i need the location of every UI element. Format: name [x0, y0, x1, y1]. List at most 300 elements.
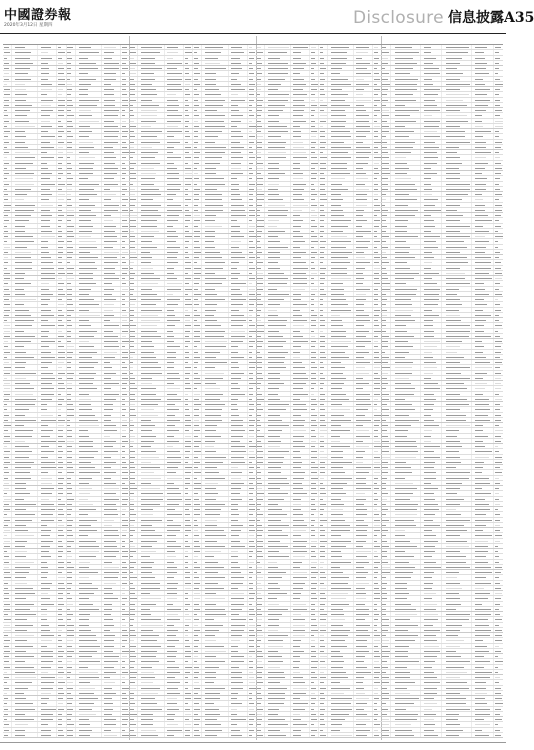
illegible-text-placeholder	[4, 163, 9, 164]
table-cell	[248, 686, 256, 690]
table-cell	[229, 98, 248, 102]
table-cell	[57, 455, 66, 459]
table-cell	[12, 602, 38, 606]
table-cell	[202, 255, 228, 259]
table-cell	[38, 260, 57, 264]
table-cell	[310, 192, 319, 196]
illegible-text-placeholder	[15, 147, 28, 148]
illegible-text-placeholder	[249, 441, 252, 442]
table-cell	[319, 108, 328, 112]
illegible-text-placeholder	[79, 357, 92, 358]
illegible-text-placeholder	[130, 619, 134, 620]
illegible-text-placeholder	[130, 703, 135, 704]
illegible-text-placeholder	[104, 68, 119, 69]
table-cell	[310, 61, 319, 65]
table-cell	[319, 192, 328, 196]
table-cell	[165, 119, 184, 123]
illegible-text-placeholder	[122, 688, 129, 689]
illegible-text-placeholder	[194, 84, 200, 85]
illegible-text-placeholder	[194, 210, 198, 211]
illegible-text-placeholder	[79, 394, 89, 395]
table-cell	[12, 497, 38, 501]
table-cell	[57, 323, 66, 327]
table-cell	[38, 491, 57, 495]
illegible-text-placeholder	[15, 262, 32, 263]
table-cell	[319, 124, 328, 128]
table-cell	[3, 166, 12, 170]
table-cell	[121, 654, 129, 658]
table-cell	[229, 134, 248, 138]
illegible-text-placeholder	[15, 562, 34, 563]
table-cell	[248, 108, 256, 112]
illegible-text-placeholder	[4, 278, 10, 279]
illegible-text-placeholder	[122, 472, 128, 473]
table-cell	[193, 518, 202, 522]
illegible-text-placeholder	[249, 604, 253, 605]
table-cell	[193, 87, 202, 91]
table-cell	[57, 182, 66, 186]
table-cell	[67, 397, 76, 401]
table-cell	[12, 502, 38, 506]
header-rule	[0, 33, 506, 34]
table-cell	[76, 266, 102, 270]
illegible-text-placeholder	[205, 436, 221, 437]
illegible-text-placeholder	[320, 63, 324, 64]
illegible-text-placeholder	[141, 110, 157, 111]
table-cell	[373, 176, 381, 180]
table-cell	[138, 129, 164, 133]
illegible-text-placeholder	[194, 310, 197, 311]
table-cell	[165, 171, 184, 175]
illegible-text-placeholder	[104, 73, 115, 74]
illegible-text-placeholder	[41, 367, 48, 368]
table-cell	[138, 439, 164, 443]
table-cell	[57, 486, 66, 490]
table-cell	[165, 628, 184, 632]
illegible-text-placeholder	[185, 58, 188, 59]
table-cell	[373, 155, 381, 159]
table-cell	[76, 707, 102, 711]
illegible-text-placeholder	[194, 220, 200, 221]
table-cell	[229, 218, 248, 222]
table-cell	[202, 266, 228, 270]
table-cell	[165, 528, 184, 532]
illegible-text-placeholder	[15, 73, 28, 74]
illegible-text-placeholder	[185, 415, 190, 416]
illegible-text-placeholder	[231, 268, 238, 269]
illegible-text-placeholder	[4, 425, 11, 426]
table-cell	[165, 722, 184, 726]
illegible-text-placeholder	[249, 115, 254, 116]
illegible-text-placeholder	[79, 367, 94, 368]
illegible-text-placeholder	[268, 84, 281, 85]
illegible-text-placeholder	[4, 252, 8, 253]
illegible-text-placeholder	[374, 157, 381, 158]
table-cell	[38, 208, 57, 212]
illegible-text-placeholder	[15, 231, 25, 232]
table-cell	[3, 386, 12, 390]
illegible-text-placeholder	[58, 598, 63, 599]
table-cell	[129, 612, 138, 616]
illegible-text-placeholder	[104, 488, 119, 489]
table-cell	[184, 507, 193, 511]
illegible-text-placeholder	[67, 551, 70, 552]
illegible-text-placeholder	[122, 630, 127, 631]
table-cell	[76, 313, 102, 317]
table-cell	[354, 182, 373, 186]
illegible-text-placeholder	[249, 525, 255, 526]
table-cell	[38, 234, 57, 238]
illegible-text-placeholder	[194, 730, 199, 731]
illegible-text-placeholder	[249, 478, 255, 479]
table-cell	[12, 444, 38, 448]
table-cell	[229, 82, 248, 86]
illegible-text-placeholder	[79, 247, 97, 248]
table-cell	[229, 334, 248, 338]
illegible-text-placeholder	[122, 273, 127, 274]
illegible-text-placeholder	[79, 331, 97, 332]
table-cell	[57, 701, 66, 705]
illegible-text-placeholder	[130, 220, 136, 221]
illegible-text-placeholder	[130, 58, 134, 59]
illegible-text-placeholder	[249, 79, 253, 80]
illegible-text-placeholder	[231, 530, 241, 531]
illegible-text-placeholder	[185, 115, 190, 116]
illegible-text-placeholder	[194, 294, 201, 295]
table-cell	[373, 103, 381, 107]
table-cell	[12, 591, 38, 595]
illegible-text-placeholder	[231, 194, 240, 195]
illegible-text-placeholder	[167, 373, 179, 374]
illegible-text-placeholder	[79, 73, 88, 74]
table-cell	[229, 176, 248, 180]
table-cell	[229, 77, 248, 81]
illegible-text-placeholder	[167, 367, 174, 368]
table-cell	[76, 187, 102, 191]
illegible-text-placeholder	[15, 115, 27, 116]
illegible-text-placeholder	[320, 136, 325, 137]
illegible-text-placeholder	[257, 184, 263, 185]
illegible-text-placeholder	[249, 215, 255, 216]
table-cell	[248, 45, 256, 49]
table-cell	[202, 486, 228, 490]
table-cell	[76, 449, 102, 453]
table-cell	[265, 187, 291, 191]
illegible-text-placeholder	[122, 394, 127, 395]
illegible-text-placeholder	[58, 488, 63, 489]
table-cell	[129, 182, 138, 186]
illegible-text-placeholder	[4, 530, 11, 531]
illegible-text-placeholder	[15, 404, 35, 405]
illegible-text-placeholder	[268, 110, 283, 111]
illegible-text-placeholder	[231, 682, 243, 683]
table-cell	[373, 61, 381, 65]
illegible-text-placeholder	[194, 577, 199, 578]
table-cell	[184, 271, 193, 275]
table-cell	[3, 518, 12, 522]
illegible-text-placeholder	[185, 68, 190, 69]
table-cell	[3, 155, 12, 159]
table-cell	[354, 82, 373, 86]
table-cell	[12, 376, 38, 380]
table-cell	[67, 171, 76, 175]
illegible-text-placeholder	[205, 294, 216, 295]
table-cell	[328, 50, 354, 54]
illegible-text-placeholder	[331, 184, 342, 185]
table-cell	[12, 145, 38, 149]
table-cell	[76, 329, 102, 333]
table-cell	[202, 686, 228, 690]
table-cell	[184, 313, 193, 317]
illegible-text-placeholder	[205, 357, 216, 358]
table-cell	[67, 449, 76, 453]
illegible-text-placeholder	[356, 184, 365, 185]
table-cell	[121, 140, 129, 144]
table-cell	[165, 607, 184, 611]
illegible-text-placeholder	[249, 268, 255, 269]
table-cell	[38, 266, 57, 270]
table-cell	[291, 155, 310, 159]
table-cell	[67, 71, 76, 75]
illegible-text-placeholder	[167, 399, 181, 400]
table-cell	[229, 281, 248, 285]
illegible-text-placeholder	[311, 163, 318, 164]
illegible-text-placeholder	[15, 588, 33, 589]
table-cell	[229, 717, 248, 721]
illegible-text-placeholder	[231, 388, 240, 389]
illegible-text-placeholder	[231, 257, 245, 258]
illegible-text-placeholder	[194, 598, 200, 599]
table-cell	[38, 617, 57, 621]
table-cell	[12, 712, 38, 716]
table-cell	[76, 276, 102, 280]
illegible-text-placeholder	[185, 73, 190, 74]
table-cell	[138, 581, 164, 585]
illegible-text-placeholder	[130, 257, 137, 258]
illegible-text-placeholder	[122, 205, 126, 206]
table-cell	[102, 728, 121, 732]
table-cell	[129, 586, 138, 590]
table-cell	[76, 402, 102, 406]
illegible-text-placeholder	[231, 336, 245, 337]
illegible-text-placeholder	[4, 451, 10, 452]
illegible-text-placeholder	[79, 304, 100, 305]
illegible-text-placeholder	[249, 278, 255, 279]
illegible-text-placeholder	[15, 593, 34, 594]
table-cell	[3, 533, 12, 537]
illegible-text-placeholder	[194, 719, 200, 720]
table-cell	[38, 691, 57, 695]
table-cell	[229, 318, 248, 322]
illegible-text-placeholder	[122, 577, 128, 578]
table-cell	[310, 66, 319, 70]
table-cell	[138, 586, 164, 590]
table-cell	[102, 507, 121, 511]
illegible-text-placeholder	[4, 677, 9, 678]
illegible-text-placeholder	[231, 126, 238, 127]
table-cell	[38, 533, 57, 537]
illegible-text-placeholder	[249, 457, 255, 458]
illegible-text-placeholder	[194, 446, 199, 447]
table-cell	[102, 266, 121, 270]
table-cell	[265, 150, 291, 154]
table-cell	[256, 66, 265, 70]
illegible-text-placeholder	[185, 304, 192, 305]
illegible-text-placeholder	[311, 147, 315, 148]
illegible-text-placeholder	[194, 299, 198, 300]
table-cell	[202, 224, 228, 228]
illegible-text-placeholder	[130, 52, 136, 53]
illegible-text-placeholder	[249, 152, 253, 153]
illegible-text-placeholder	[268, 178, 279, 179]
illegible-text-placeholder	[194, 436, 198, 437]
table-cell	[138, 150, 164, 154]
illegible-text-placeholder	[293, 110, 303, 111]
table-cell	[229, 381, 248, 385]
illegible-text-placeholder	[205, 640, 216, 641]
table-cell	[76, 481, 102, 485]
table-cell	[76, 486, 102, 490]
illegible-text-placeholder	[185, 178, 192, 179]
table-cell	[165, 176, 184, 180]
table-cell	[202, 119, 228, 123]
illegible-text-placeholder	[104, 546, 117, 547]
illegible-text-placeholder	[104, 199, 110, 200]
illegible-text-placeholder	[249, 346, 253, 347]
illegible-text-placeholder	[15, 441, 25, 442]
table-cell	[310, 140, 319, 144]
illegible-text-placeholder	[41, 572, 49, 573]
table-cell	[121, 66, 129, 70]
table-cell	[121, 507, 129, 511]
table-cell	[12, 266, 38, 270]
table-cell	[57, 187, 66, 191]
illegible-text-placeholder	[141, 415, 158, 416]
illegible-text-placeholder	[185, 677, 189, 678]
illegible-text-placeholder	[41, 625, 50, 626]
illegible-text-placeholder	[122, 556, 128, 557]
table-cell	[193, 612, 202, 616]
illegible-text-placeholder	[194, 425, 199, 426]
table-cell	[67, 182, 76, 186]
table-cell	[3, 182, 12, 186]
illegible-text-placeholder	[231, 446, 245, 447]
table-cell	[229, 434, 248, 438]
illegible-text-placeholder	[79, 698, 98, 699]
illegible-text-placeholder	[4, 205, 11, 206]
illegible-text-placeholder	[249, 373, 254, 374]
illegible-text-placeholder	[15, 320, 33, 321]
table-cell	[354, 92, 373, 96]
table-cell	[57, 92, 66, 96]
illegible-text-placeholder	[268, 94, 289, 95]
illegible-text-placeholder	[141, 199, 153, 200]
illegible-text-placeholder	[4, 719, 7, 720]
illegible-text-placeholder	[58, 89, 62, 90]
illegible-text-placeholder	[130, 289, 134, 290]
illegible-text-placeholder	[231, 199, 242, 200]
illegible-text-placeholder	[15, 415, 25, 416]
illegible-text-placeholder	[4, 331, 10, 332]
table-cell	[165, 670, 184, 674]
table-cell	[129, 434, 138, 438]
illegible-text-placeholder	[141, 142, 160, 143]
table-cell	[229, 329, 248, 333]
illegible-text-placeholder	[167, 215, 179, 216]
illegible-text-placeholder	[205, 462, 223, 463]
table-cell	[57, 623, 66, 627]
table-cell	[102, 281, 121, 285]
table-cell	[38, 197, 57, 201]
illegible-text-placeholder	[67, 341, 70, 342]
illegible-text-placeholder	[58, 499, 61, 500]
table-cell	[202, 323, 228, 327]
illegible-text-placeholder	[231, 325, 243, 326]
table-cell	[67, 260, 76, 264]
table-cell	[319, 155, 328, 159]
illegible-text-placeholder	[231, 79, 237, 80]
table-cell	[202, 434, 228, 438]
table-cell	[165, 260, 184, 264]
table-cell	[102, 434, 121, 438]
table-cell	[138, 208, 164, 212]
table-cell	[12, 271, 38, 275]
table-cell	[129, 344, 138, 348]
table-cell	[3, 245, 12, 249]
illegible-text-placeholder	[249, 357, 252, 358]
illegible-text-placeholder	[41, 136, 56, 137]
illegible-text-placeholder	[58, 325, 64, 326]
table-cell	[3, 203, 12, 207]
illegible-text-placeholder	[231, 168, 241, 169]
table-cell	[138, 313, 164, 317]
table-cell	[129, 103, 138, 107]
table-cell	[3, 77, 12, 81]
table-cell	[3, 66, 12, 70]
table-cell	[38, 276, 57, 280]
illegible-text-placeholder	[194, 352, 198, 353]
illegible-text-placeholder	[249, 226, 255, 227]
table-cell	[202, 365, 228, 369]
illegible-text-placeholder	[15, 656, 33, 657]
table-cell	[121, 98, 129, 102]
table-cell	[129, 680, 138, 684]
table-cell	[229, 276, 248, 280]
table-cell	[38, 124, 57, 128]
table-cell	[67, 66, 76, 70]
illegible-text-placeholder	[141, 614, 151, 615]
table-cell	[76, 376, 102, 380]
illegible-text-placeholder	[67, 331, 71, 332]
illegible-text-placeholder	[293, 105, 305, 106]
illegible-text-placeholder	[268, 173, 285, 174]
table-cell	[12, 92, 38, 96]
table-cell	[121, 203, 129, 207]
table-cell	[3, 413, 12, 417]
table-cell	[38, 381, 57, 385]
illegible-text-placeholder	[231, 63, 241, 64]
illegible-text-placeholder	[231, 483, 244, 484]
illegible-text-placeholder	[194, 205, 198, 206]
illegible-text-placeholder	[67, 546, 71, 547]
table-cell	[57, 470, 66, 474]
table-cell	[248, 659, 256, 663]
table-cell	[193, 108, 202, 112]
illegible-text-placeholder	[4, 189, 8, 190]
illegible-text-placeholder	[205, 619, 214, 620]
table-cell	[184, 355, 193, 359]
table-cell	[265, 108, 291, 112]
